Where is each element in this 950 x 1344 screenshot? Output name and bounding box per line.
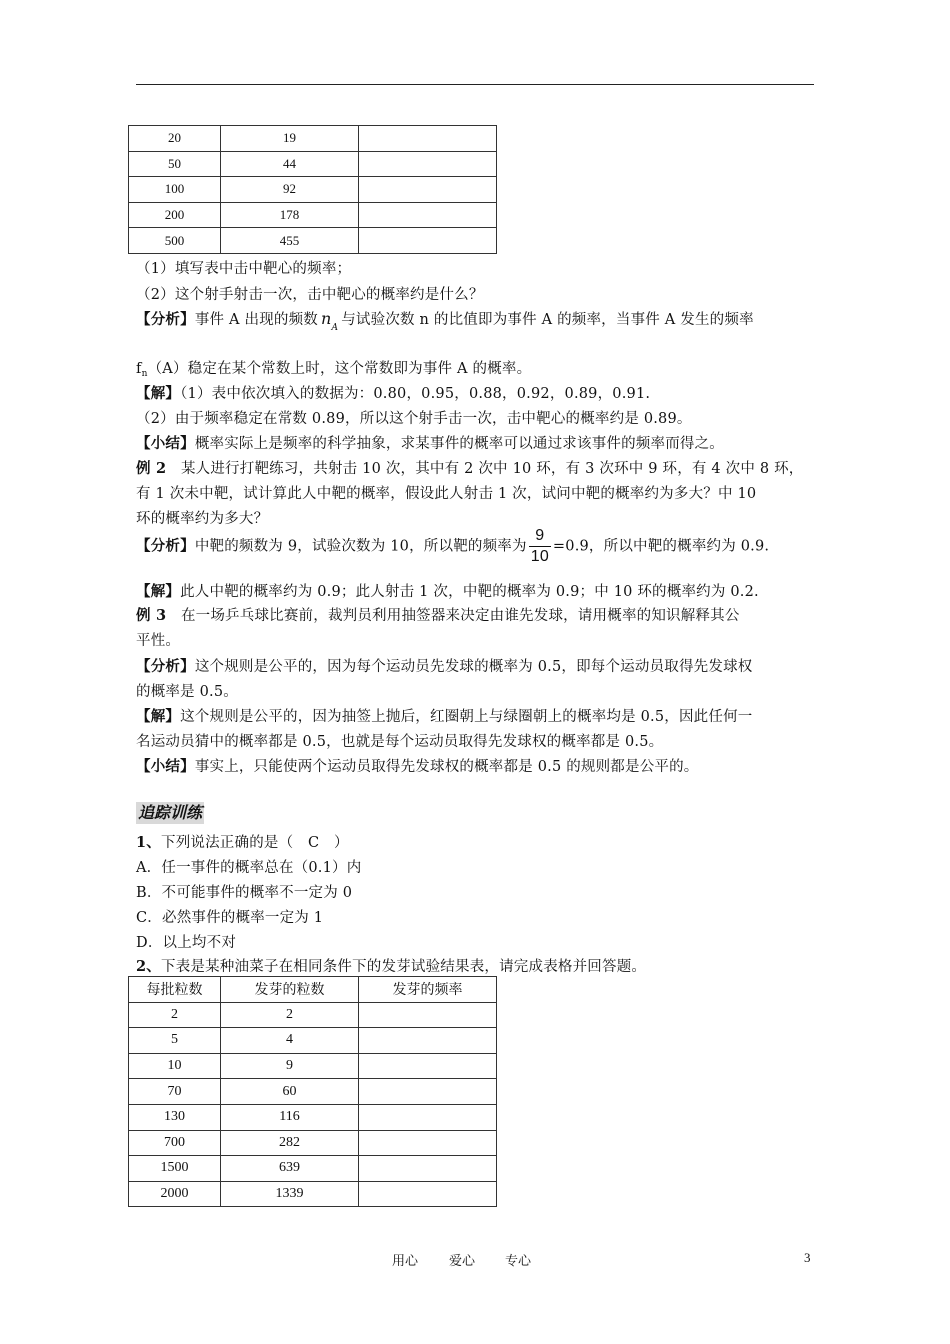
summary-text: 事实上，只能使两个运动员取得先发球权的概率都是 0.5 的规则都是公平的。	[194, 759, 699, 775]
example-2-line-2: 有 1 次未中靶，试计算此人中靶的概率，假设此人射击 1 次，试问中靶的概率约为多大？中 10	[136, 486, 757, 502]
a-subscript: A	[331, 323, 339, 333]
table-header-row	[129, 977, 497, 1003]
table-cell: 1339	[221, 1181, 359, 1207]
option-a: A．任一事件的概率总在（0.1）内	[136, 860, 362, 876]
solution-label: 【解】	[136, 583, 181, 600]
analysis-label: 【分析】	[136, 658, 195, 675]
option-c: C．必然事件的概率一定为 1	[136, 910, 324, 926]
table-row	[129, 1028, 497, 1054]
column-header: 每批粒数	[129, 977, 221, 1003]
fraction	[529, 526, 551, 567]
analysis-2	[136, 526, 769, 567]
table-cell: 700	[129, 1130, 221, 1156]
n-subscript: n	[141, 369, 148, 379]
analysis-text-b: 与试验次数 n 的比值即为事件 A 的频率，当事件 A 发生的频率	[341, 312, 754, 328]
summary-label: 【小结】	[136, 435, 195, 452]
table-cell	[359, 1181, 497, 1207]
solution-1-line-2: （2）由于频率稳定在常数 0.89，所以这个射手击一次，击中靶心的概率约是 0.89。	[136, 411, 692, 427]
summary-label: 【小结】	[136, 758, 195, 775]
analysis-1-line-2	[136, 357, 531, 379]
table-cell: 116	[221, 1104, 359, 1130]
table-row	[129, 151, 497, 177]
example-3-line-1	[136, 604, 740, 625]
column-header: 发芽的频率	[359, 977, 497, 1003]
question-text: 下表是某种油菜子在相同条件下的发芽试验结果表，请完成表格并回答题。	[161, 959, 647, 975]
table-cell: 455	[221, 228, 359, 254]
table-cell: 100	[129, 177, 221, 203]
table-cell	[359, 228, 497, 254]
table-cell: 10	[129, 1053, 221, 1079]
solution-3-line-1	[136, 705, 752, 726]
option-d: D．以上均不对	[136, 935, 237, 951]
table-cell	[359, 1028, 497, 1054]
table-cell: 5	[129, 1028, 221, 1054]
table-cell: 19	[221, 126, 359, 152]
table-cell	[359, 1104, 497, 1130]
table-cell: 130	[129, 1104, 221, 1130]
germination-table	[128, 976, 497, 1207]
question-number: 1、	[136, 834, 161, 851]
table-cell	[359, 1002, 497, 1028]
training-question-2	[136, 955, 646, 976]
footer-item-3: 专心	[505, 1254, 532, 1269]
training-question-1	[136, 831, 349, 852]
f-symbol: f	[136, 361, 142, 377]
fraction-denominator: 10	[530, 548, 549, 565]
analysis-3-line-1	[136, 655, 752, 676]
table-cell: 4	[221, 1028, 359, 1054]
table-cell: 178	[221, 202, 359, 228]
table-cell	[359, 202, 497, 228]
example-text: 某人进行打靶练习，共射击 10 次，其中有 2 次中 10 环，有 3 次环中 9 环，有 4 次中 8 环，	[166, 461, 804, 477]
header-rule	[136, 84, 814, 85]
option-b: B．不可能事件的概率不一定为 0	[136, 885, 353, 901]
table-cell: 9	[221, 1053, 359, 1079]
table-row	[129, 202, 497, 228]
table-cell: 2	[129, 1002, 221, 1028]
training-title: 追踪训练	[138, 803, 203, 822]
example-label: 例 2	[136, 460, 167, 477]
solution-label: 【解】	[136, 708, 181, 725]
example-2-line-1	[136, 457, 804, 478]
analysis-3-line-2: 的概率是 0.5。	[136, 684, 238, 700]
question-number: 2、	[136, 958, 161, 975]
analysis-text-b: =0.9，所以中靶的概率约为 0.9.	[552, 538, 770, 555]
table-row	[129, 228, 497, 254]
table-row	[129, 1156, 497, 1182]
analysis-1	[136, 308, 754, 333]
table-cell: 639	[221, 1156, 359, 1182]
question-text: 下列说法正确的是（ C ）	[161, 835, 349, 851]
table-row	[129, 177, 497, 203]
table-cell: 2	[221, 1002, 359, 1028]
table-cell: 60	[221, 1079, 359, 1105]
fraction-numerator: 9	[529, 526, 551, 547]
table-cell	[359, 1156, 497, 1182]
table-cell: 70	[129, 1079, 221, 1105]
footer-item-1: 用心	[392, 1254, 419, 1269]
example-3-line-2: 平性。	[136, 633, 181, 649]
solution-text: 这个规则是公平的，因为抽签上抛后，红圈朝上与绿圈朝上的概率均是 0.5，因此任何一	[180, 709, 753, 725]
solution-text: （1）表中依次填入的数据为：0.80，0.95，0.88，0.92，0.89，0.91.	[180, 386, 651, 402]
table-cell: 282	[221, 1130, 359, 1156]
analysis-line-text: （A）稳定在某个常数上时，这个常数即为事件 A 的概率。	[147, 361, 532, 377]
summary-text: 概率实际上是频率的科学抽象，求某事件的概率可以通过求该事件的频率而得之。	[194, 436, 725, 452]
table-row	[129, 126, 497, 152]
n-symbol: n	[321, 309, 332, 328]
table-row	[129, 1130, 497, 1156]
summary-1	[136, 432, 724, 453]
footer-item-2: 爱心	[449, 1254, 476, 1269]
table-cell	[359, 151, 497, 177]
question-1: （1）填写表中击中靶心的频率；	[136, 261, 352, 277]
solution-2	[136, 580, 759, 601]
table-cell	[359, 177, 497, 203]
table-cell	[359, 1053, 497, 1079]
table-cell	[359, 126, 497, 152]
example-2-line-3: 环的概率约为多大？	[136, 511, 269, 527]
table-cell: 20	[129, 126, 221, 152]
summary-3	[136, 755, 699, 776]
column-header: 发芽的粒数	[221, 977, 359, 1003]
table-cell	[359, 1079, 497, 1105]
analysis-text: 这个规则是公平的，因为每个运动员先发球的概率为 0.5，即每个运动员取得先发球权	[194, 659, 753, 675]
table-cell: 50	[129, 151, 221, 177]
table-row	[129, 1002, 497, 1028]
analysis-label: 【分析】	[136, 537, 195, 555]
frequency-symbol	[321, 309, 339, 333]
table-cell: 500	[129, 228, 221, 254]
page-number: 3	[804, 1250, 811, 1265]
example-label: 例 3	[136, 607, 167, 624]
analysis-text-a: 中靶的频数为 9，试验次数为 10，所以靶的频率为	[194, 538, 527, 555]
question-2: （2）这个射手射击一次，击中靶心的概率约是什么？	[136, 287, 484, 303]
analysis-label: 【分析】	[136, 311, 195, 328]
solution-text: 此人中靶的概率约为 0.9；此人射击 1 次，中靶的概率为 0.9；中 10 环的概率约为 0.2.	[180, 584, 759, 600]
analysis-text-a: 事件 A 出现的频数	[194, 312, 319, 328]
table-row	[129, 1104, 497, 1130]
table-row	[129, 1181, 497, 1207]
table-cell: 44	[221, 151, 359, 177]
solution-1	[136, 382, 650, 403]
example-text: 在一场乒乓球比赛前，裁判员利用抽签器来决定由谁先发球，请用概率的知识解释其公	[166, 608, 740, 624]
solution-3-line-2: 名运动员猜中的概率都是 0.5，也就是每个运动员取得先发球权的概率都是 0.5。	[136, 734, 664, 750]
table-row	[129, 1079, 497, 1105]
table-row	[129, 1053, 497, 1079]
table-cell: 2000	[129, 1181, 221, 1207]
solution-label: 【解】	[136, 385, 181, 402]
table-cell: 1500	[129, 1156, 221, 1182]
hit-frequency-table	[128, 125, 497, 254]
table-cell	[359, 1130, 497, 1156]
table-cell: 200	[129, 202, 221, 228]
table-cell: 92	[221, 177, 359, 203]
